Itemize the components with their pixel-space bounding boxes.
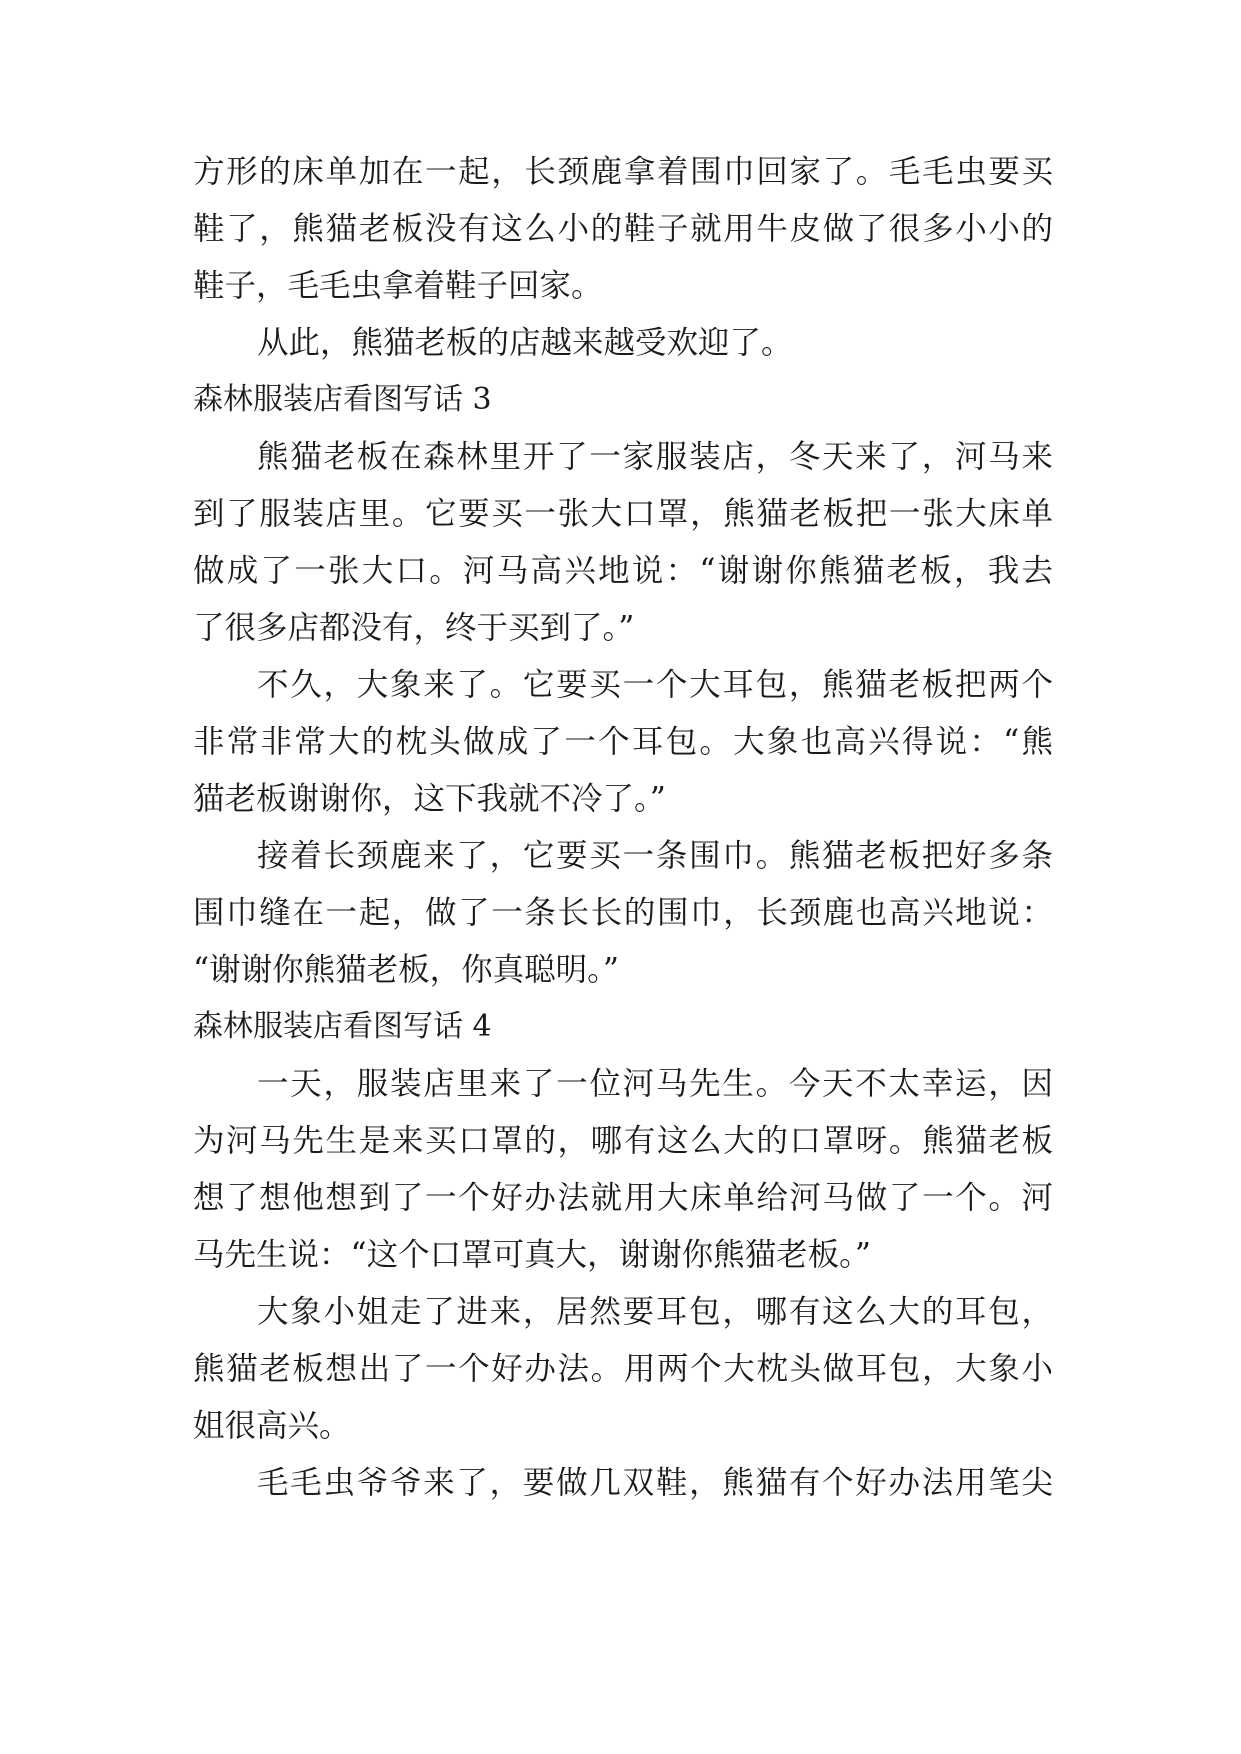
paragraph-line: 大象小姐走了进来，居然要耳包，哪有这么大的耳包，: [257, 1294, 1053, 1330]
paragraph-line: 到了服装店里。它要买一张大口罩，熊猫老板把一张大床单: [193, 496, 1053, 532]
paragraph-line: 想了想他想到了一个好办法就用大床单给河马做了一个。河: [193, 1180, 1053, 1216]
paragraph-line: 从此，熊猫老板的店越来越受欢迎了。: [257, 325, 793, 361]
paragraph-line: 了很多店都没有，终于买到了。”: [193, 610, 635, 646]
paragraph-line: “谢谢你熊猫老板，你真聪明。”: [193, 952, 619, 988]
paragraph-line: 鞋了，熊猫老板没有这么小的鞋子就用牛皮做了很多小小的: [193, 211, 1053, 247]
paragraph-line: 不久，大象来了。它要买一个大耳包，熊猫老板把两个: [257, 667, 1053, 703]
paragraph-line: 熊猫老板在森林里开了一家服装店，冬天来了，河马来: [257, 439, 1053, 475]
paragraph-line: 一天，服装店里来了一位河马先生。今天不太幸运，因: [257, 1066, 1053, 1102]
paragraph-line: 围巾缝在一起，做了一条长长的围巾，长颈鹿也高兴地说：: [193, 895, 1053, 931]
paragraph-line: 熊猫老板想出了一个好办法。用两个大枕头做耳包，大象小: [193, 1351, 1053, 1387]
section-heading: 森林服装店看图写话 3: [193, 382, 492, 417]
paragraph-line: 方形的床单加在一起，长颈鹿拿着围巾回家了。毛毛虫要买: [193, 154, 1053, 190]
paragraph-line: 接着长颈鹿来了，它要买一条围巾。熊猫老板把好多条: [257, 838, 1053, 874]
paragraph-line: 为河马先生是来买口罩的，哪有这么大的口罩呀。熊猫老板: [193, 1123, 1053, 1159]
paragraph-line: 鞋子，毛毛虫拿着鞋子回家。: [193, 268, 603, 304]
paragraph-line: 姐很高兴。: [193, 1408, 351, 1444]
paragraph-line: 猫老板谢谢你，这下我就不冷了。”: [193, 781, 666, 817]
paragraph-line: 做成了一张大口。河马高兴地说：“谢谢你熊猫老板，我去: [193, 553, 1053, 589]
paragraph-line: 马先生说：“这个口罩可真大，谢谢你熊猫老板。”: [193, 1237, 871, 1273]
section-heading: 森林服装店看图写话 4: [193, 1009, 492, 1044]
paragraph-line: 非常非常大的枕头做成了一个耳包。大象也高兴得说：“熊: [193, 724, 1053, 760]
paragraph-line: 毛毛虫爷爷来了，要做几双鞋，熊猫有个好办法用笔尖: [257, 1465, 1053, 1501]
